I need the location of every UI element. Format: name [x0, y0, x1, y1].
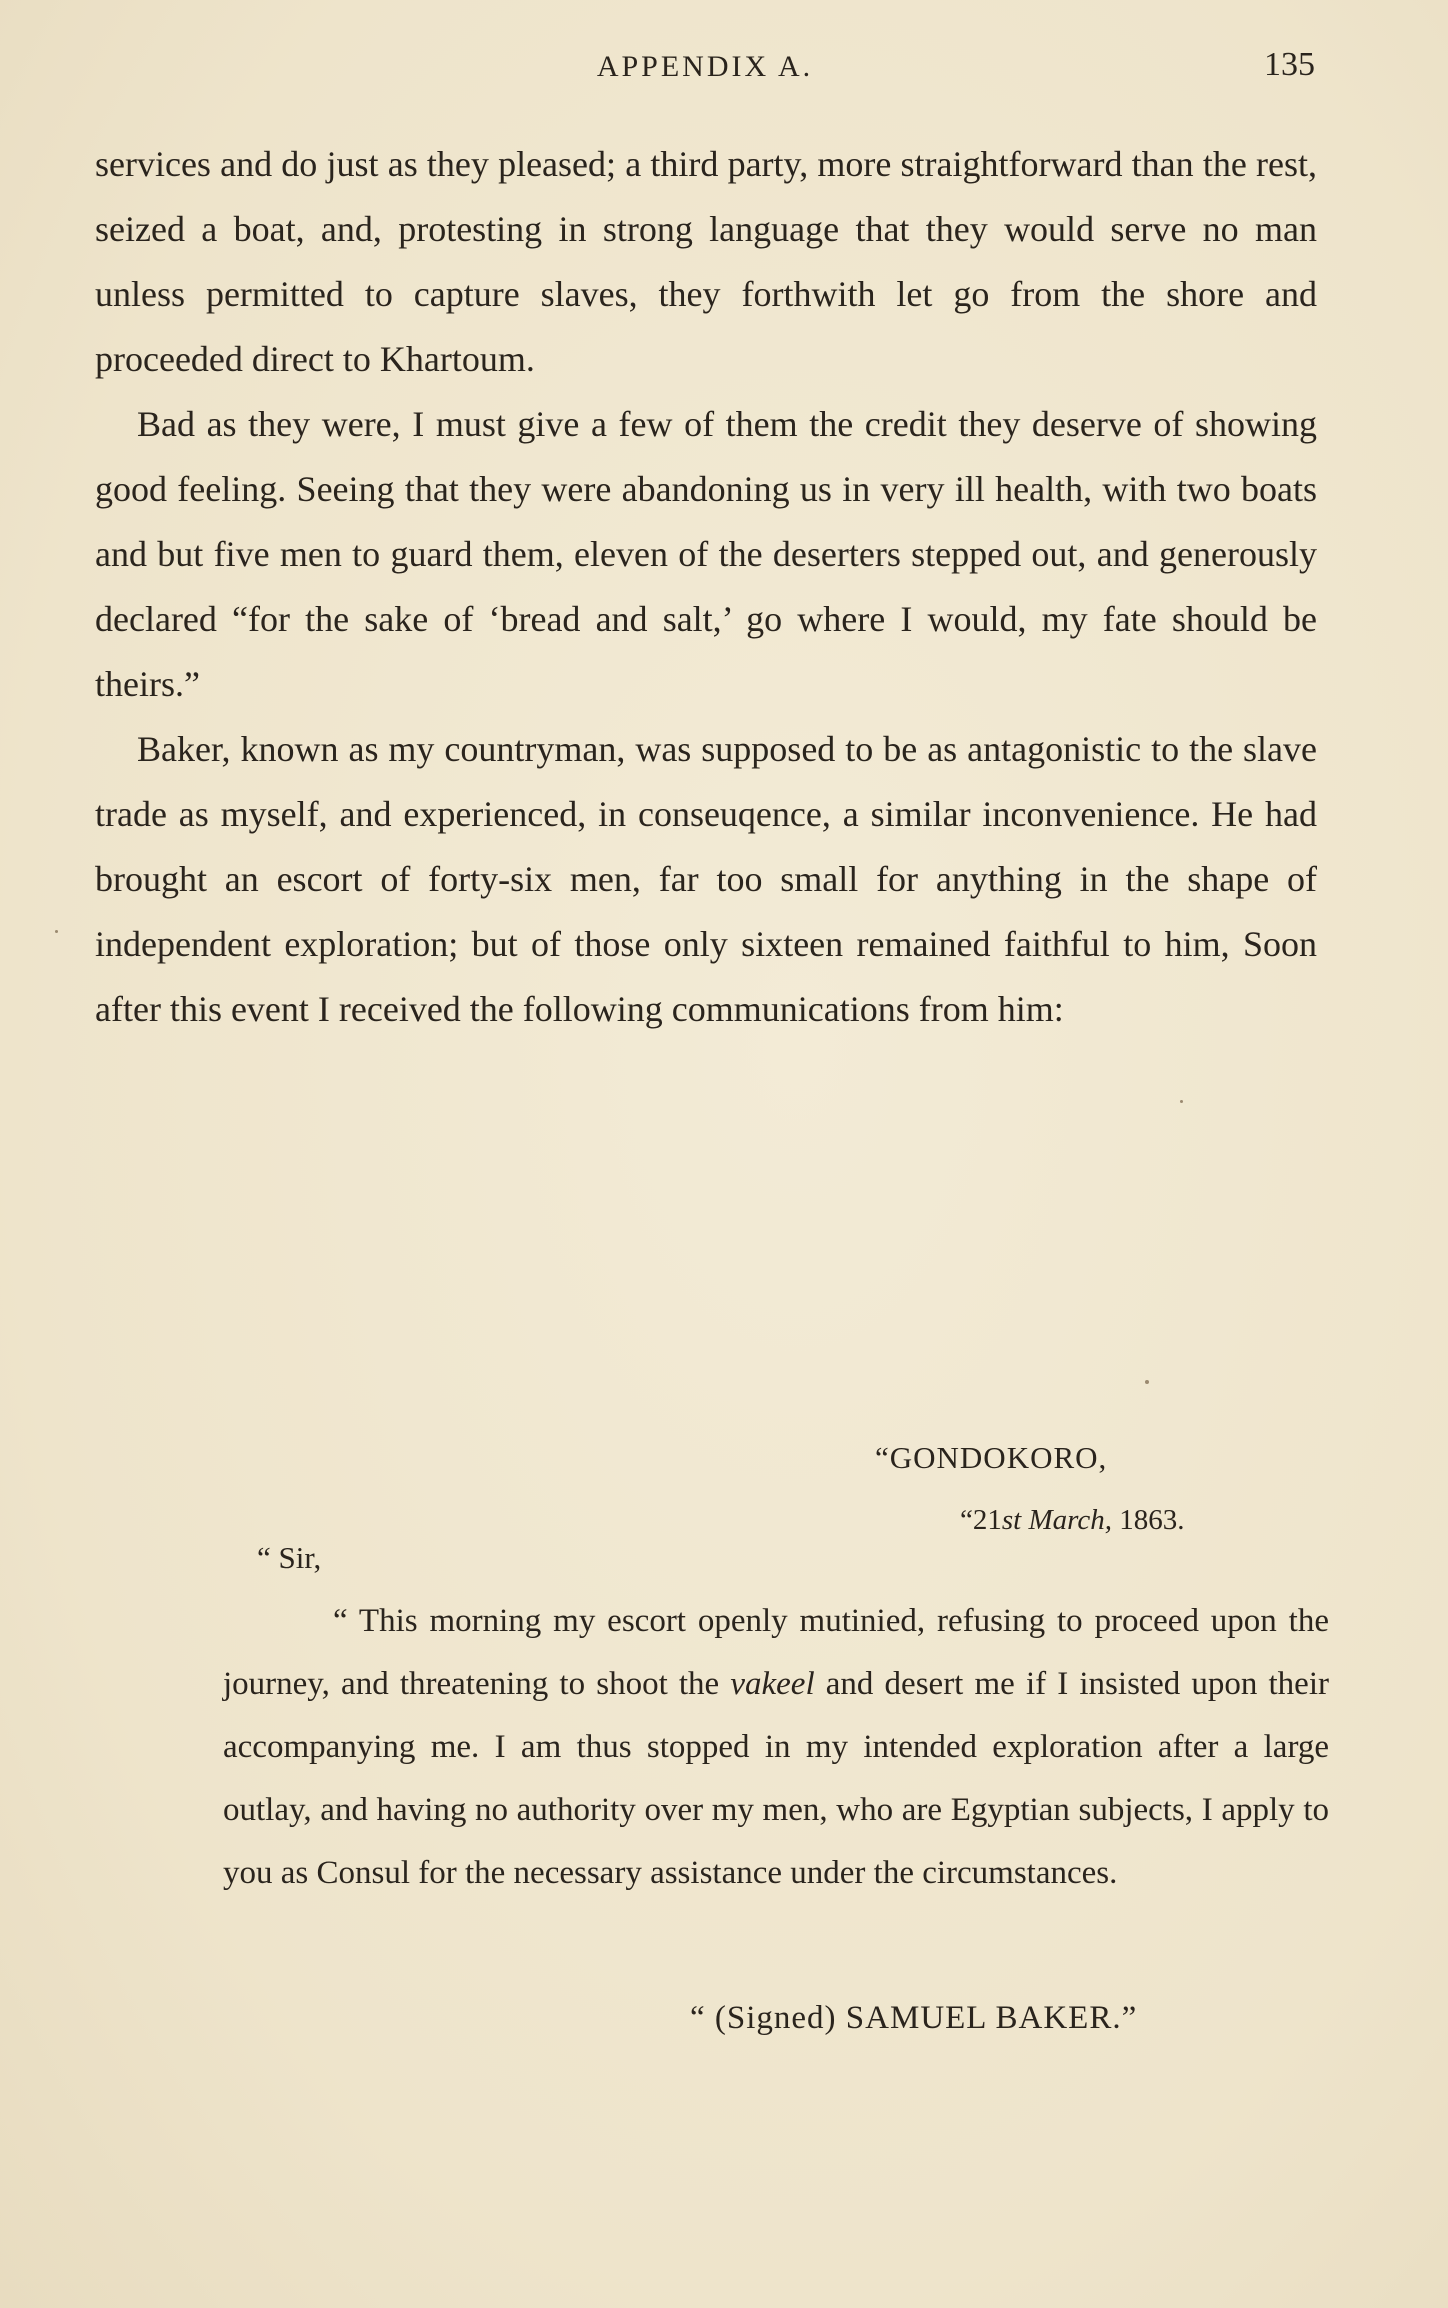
paragraph-3: Baker, known as my countryman, was supposed to be as antagonistic to the slave trade as myself, and experienced, in conseuqence, a similar inconvenience. He had brought an escort of forty-six men, far too small for anything in the shape of independent exploration; but of those only sixteen remained faithful to him, Soon after this event I received the following communications from him: [95, 729, 1317, 1029]
letter-body [223, 1590, 1329, 1905]
letter-place: “GONDOKORO, [875, 1440, 1108, 1475]
page-number: 135 [1264, 46, 1315, 83]
paper-speck [1180, 1100, 1183, 1103]
letter-date [960, 1504, 1184, 1537]
paper-speck [55, 930, 58, 933]
letter-date-month: st March, [1001, 1504, 1112, 1536]
paper-speck [1145, 1380, 1149, 1384]
letter-paragraph [223, 1590, 1329, 1905]
letter-body-start: “ This morning my escort openly mutinied, refusing to proceed upon the journey, and threatening to shoot the [223, 1603, 1329, 1702]
letter-date-year: 1863. [1111, 1504, 1185, 1536]
letter-body-vakeel: vakeel [730, 1666, 815, 1702]
running-head [95, 46, 1315, 86]
letter-signature: “ (Signed) SAMUEL BAKER.” [690, 2000, 1138, 2036]
letter-salutation: “ Sir, [257, 1540, 322, 1575]
paragraph-1: services and do just as they pleased; a third party, more straightforward than the rest, seized a boat, and, protesting in strong language that they would serve no man unless permitted to capture slaves, they forthwith let go from the shore and proceeded direct to Khartoum. [95, 144, 1317, 379]
letter-body-end: and desert me if I insisted upon their accompanying me. I am thus stopped in my intended exploration after a large outlay, and having no authority over my men, who are Egyptian subjects, I apply to you as Consul for the necessary assistance under the circumstances. [223, 1666, 1329, 1891]
paragraph-2: Bad as they were, I must give a few of them the credit they deserve of showing good feeling. Seeing that they were abandoning us in very ill health, with two boats and but five men to guard them, eleven of the deserters stepped out, and generously declared “for the sake of ‘bread and salt,’ go where I would, my fate should be theirs.” [95, 404, 1317, 704]
main-text [95, 132, 1317, 1042]
running-head-title: APPENDIX A. [596, 50, 814, 83]
letter-date-day: “21 [960, 1504, 1002, 1536]
